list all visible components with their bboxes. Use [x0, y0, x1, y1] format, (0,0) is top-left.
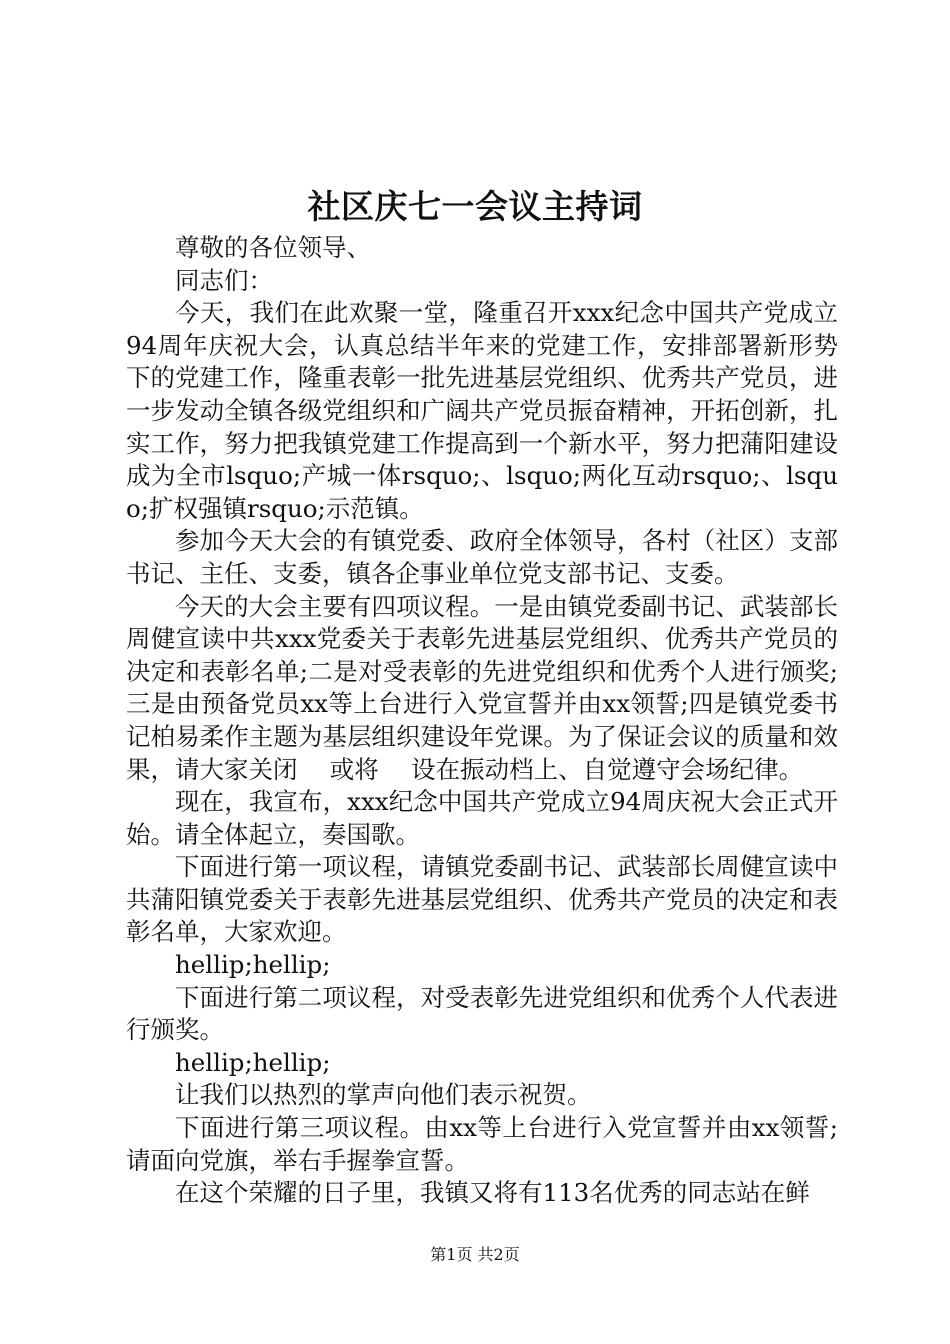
document-title: 社区庆七一会议主持词	[307, 187, 643, 226]
paragraph-announcement: 现在，我宣布，xxx纪念中国共产党成立94周庆祝大会正式开始。请全体起立，奏国歌。	[126, 787, 838, 849]
document-body	[126, 232, 838, 1210]
paragraph-applause: 让我们以热烈的掌声向他们表示祝贺。	[175, 1080, 592, 1110]
paragraph-new-members: 在这个荣耀的日子里，我镇又将有113名优秀的同志站在鲜	[175, 1178, 810, 1208]
paragraph-ellipsis-2: hellip;hellip;	[175, 1047, 331, 1077]
paragraph-item-two: 下面进行第二项议程，对受表彰先进党组织和优秀个人代表进行颁奖。	[126, 982, 838, 1045]
page-number: 第1页 共2页	[430, 1245, 520, 1264]
paragraph-item-three: 下面进行第三项议程。由xx等上台进行入党宣誓并由xx领誓;请面向党旗，举右手握拳宣誓。	[126, 1113, 838, 1175]
paragraph-ellipsis-1: hellip;hellip;	[175, 950, 331, 980]
salutation-line-1: 尊敬的各位领导、	[175, 233, 371, 262]
paragraph-agenda: 今天的大会主要有四项议程。一是由镇党委副书记、武装部长周健宣读中共xxx党委关于表彰先进基层党组织、优秀共产党员的决定和表彰名单;二是对受表彰的先进党组织和优秀个人进行颁奖;三是由预备党员xx等上台进行入党宣誓并由xx领誓;四是镇党委书记柏易柔作主题为基层组织建设年党课。为了保证会议的质量和效果，请大家关闭 或将 设在振动档上、自觉遵守会场纪律。	[126, 591, 838, 784]
salutation-line-2: 同志们：	[175, 265, 273, 295]
paragraph-attendees: 参加今天大会的有镇党委、政府全体领导，各村（社区）支部书记、主任、支委，镇各企事业单位党支部书记、支委。	[126, 526, 838, 588]
paragraph-item-one: 下面进行第一项议程，请镇党委副书记、武装部长周健宣读中共蒲阳镇党委关于表彰先进基层党组织、优秀共产党员的决定和表彰名单，大家欢迎。	[126, 852, 838, 947]
paragraph-opening: 今天，我们在此欢聚一堂，隆重召开xxx纪念中国共产党成立94周年庆祝大会，认真总结半年来的党建工作，安排部署新形势下的党建工作，隆重表彰一批先进基层党组织、优秀共产党员，进一步发动全镇各级党组织和广阔共产党员振奋精神，开拓创新，扎实工作，努力把我镇党建工作提高到一个新水平，努力把蒲阳建设成为全市lsquo;产城一体rsquo;、lsquo;两化互动rsquo;、lsquo;扩权强镇rsquo;示范镇。	[126, 298, 838, 523]
